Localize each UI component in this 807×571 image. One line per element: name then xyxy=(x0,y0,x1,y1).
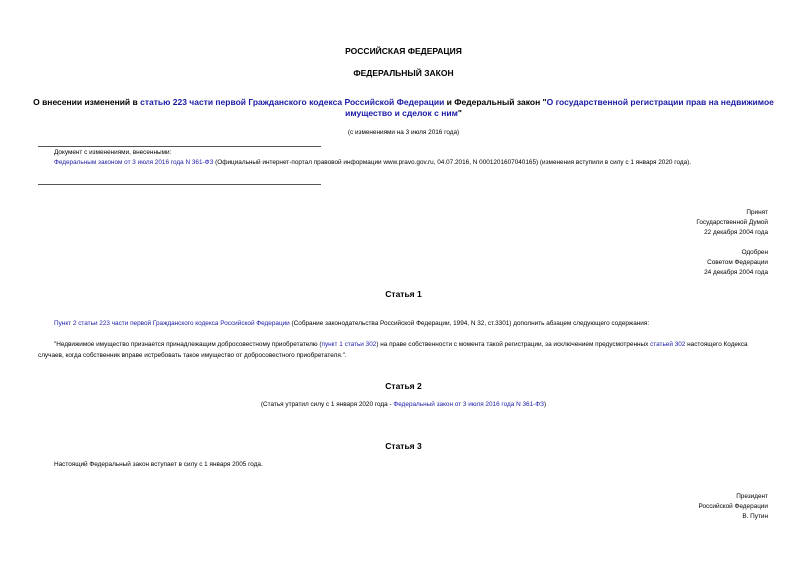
article1-paragraph xyxy=(54,319,774,330)
divider-top xyxy=(38,146,321,147)
article1-heading: Статья 1 xyxy=(385,289,422,299)
title-suffix: " xyxy=(457,108,462,118)
quote-part2: ) на праве собственности с момента такой регистрации, за исключением предусмотренных xyxy=(376,341,651,348)
quote-part3: настоящего Кодекса случаев, когда собственник вправе истребовать такое имущество от добросовестного приобретателя.". xyxy=(38,341,748,359)
adopted-line2: Государственной Думой xyxy=(696,219,768,226)
approved-line1: Одобрен xyxy=(741,249,768,256)
article1-quote xyxy=(38,340,773,361)
changes-link-361fz[interactable]: Федеральным законом от 3 июля 2016 года N 361-ФЗ xyxy=(54,159,214,166)
article2-prefix: (Статья утратил силу с 1 января 2020 года - xyxy=(260,401,394,408)
adopted-line3: 22 декабря 2004 года xyxy=(704,229,768,236)
article2-suffix: ) xyxy=(543,401,547,408)
article3-text: Настоящий Федеральный закон вступает в силу с 1 января 2005 года. xyxy=(54,461,263,468)
quote-link-art302[interactable]: статьей 302 xyxy=(650,341,686,348)
document-title xyxy=(30,97,777,119)
article2-heading: Статья 2 xyxy=(385,381,422,391)
country-heading: РОССИЙСКАЯ ФЕДЕРАЦИЯ xyxy=(345,46,462,56)
divider-bottom xyxy=(38,184,321,185)
approved-line3: 24 декабря 2004 года xyxy=(704,269,768,276)
signature-line2: Российской Федерации xyxy=(698,503,768,510)
changes-intro: Документ с изменениями, внесенными: xyxy=(54,149,172,156)
law-type-heading: ФЕДЕРАЛЬНЫЙ ЗАКОН xyxy=(353,68,454,78)
title-link-registration-law[interactable]: О государственной регистрации прав на недвижимое имущество и сделок с ним xyxy=(345,97,774,118)
article2-text xyxy=(0,400,807,411)
signature-line1: Президент xyxy=(736,493,768,500)
changes-rest: (Официальный интернет-портал правовой информации www.pravo.gov.ru, 04.07.2016, N 0001201607040165) (изменения вступили в силу с 1 января 2020 года). xyxy=(213,159,692,166)
article1-link-civil-code[interactable]: Пункт 2 статьи 223 части первой Гражданского кодекса Российской Федерации xyxy=(54,320,290,327)
title-link-civil-code[interactable]: статью 223 части первой Гражданского кодекса Российской Федерации xyxy=(140,97,445,107)
edition-note: (с изменениями на 3 июля 2016 года) xyxy=(347,129,460,136)
article2-link-361fz[interactable]: Федеральный закон от 3 июля 2016 года N 361-ФЗ xyxy=(393,401,544,408)
title-middle: и Федеральный закон " xyxy=(444,97,547,107)
changes-text xyxy=(38,158,773,168)
quote-part1: "Недвижимое имущество признается принадлежащим добросовестному приобретателю ( xyxy=(54,341,322,348)
adopted-block xyxy=(696,208,768,238)
article1-rest: (Собрание законодательства Российской Федерации, 1994, N 32, ст.3301) дополнить абзацем следующего содержания: xyxy=(289,320,650,327)
quote-link-art302-p1[interactable]: пункт 1 статьи 302 xyxy=(321,341,377,348)
article3-heading: Статья 3 xyxy=(385,441,422,451)
title-prefix: О внесении изменений в xyxy=(33,97,141,107)
approved-line2: Советом Федерации xyxy=(707,259,768,266)
approved-block xyxy=(704,248,768,278)
adopted-line1: Принят xyxy=(746,209,768,216)
signature-block xyxy=(699,492,769,522)
signature-line3: В. Путин xyxy=(742,513,768,520)
